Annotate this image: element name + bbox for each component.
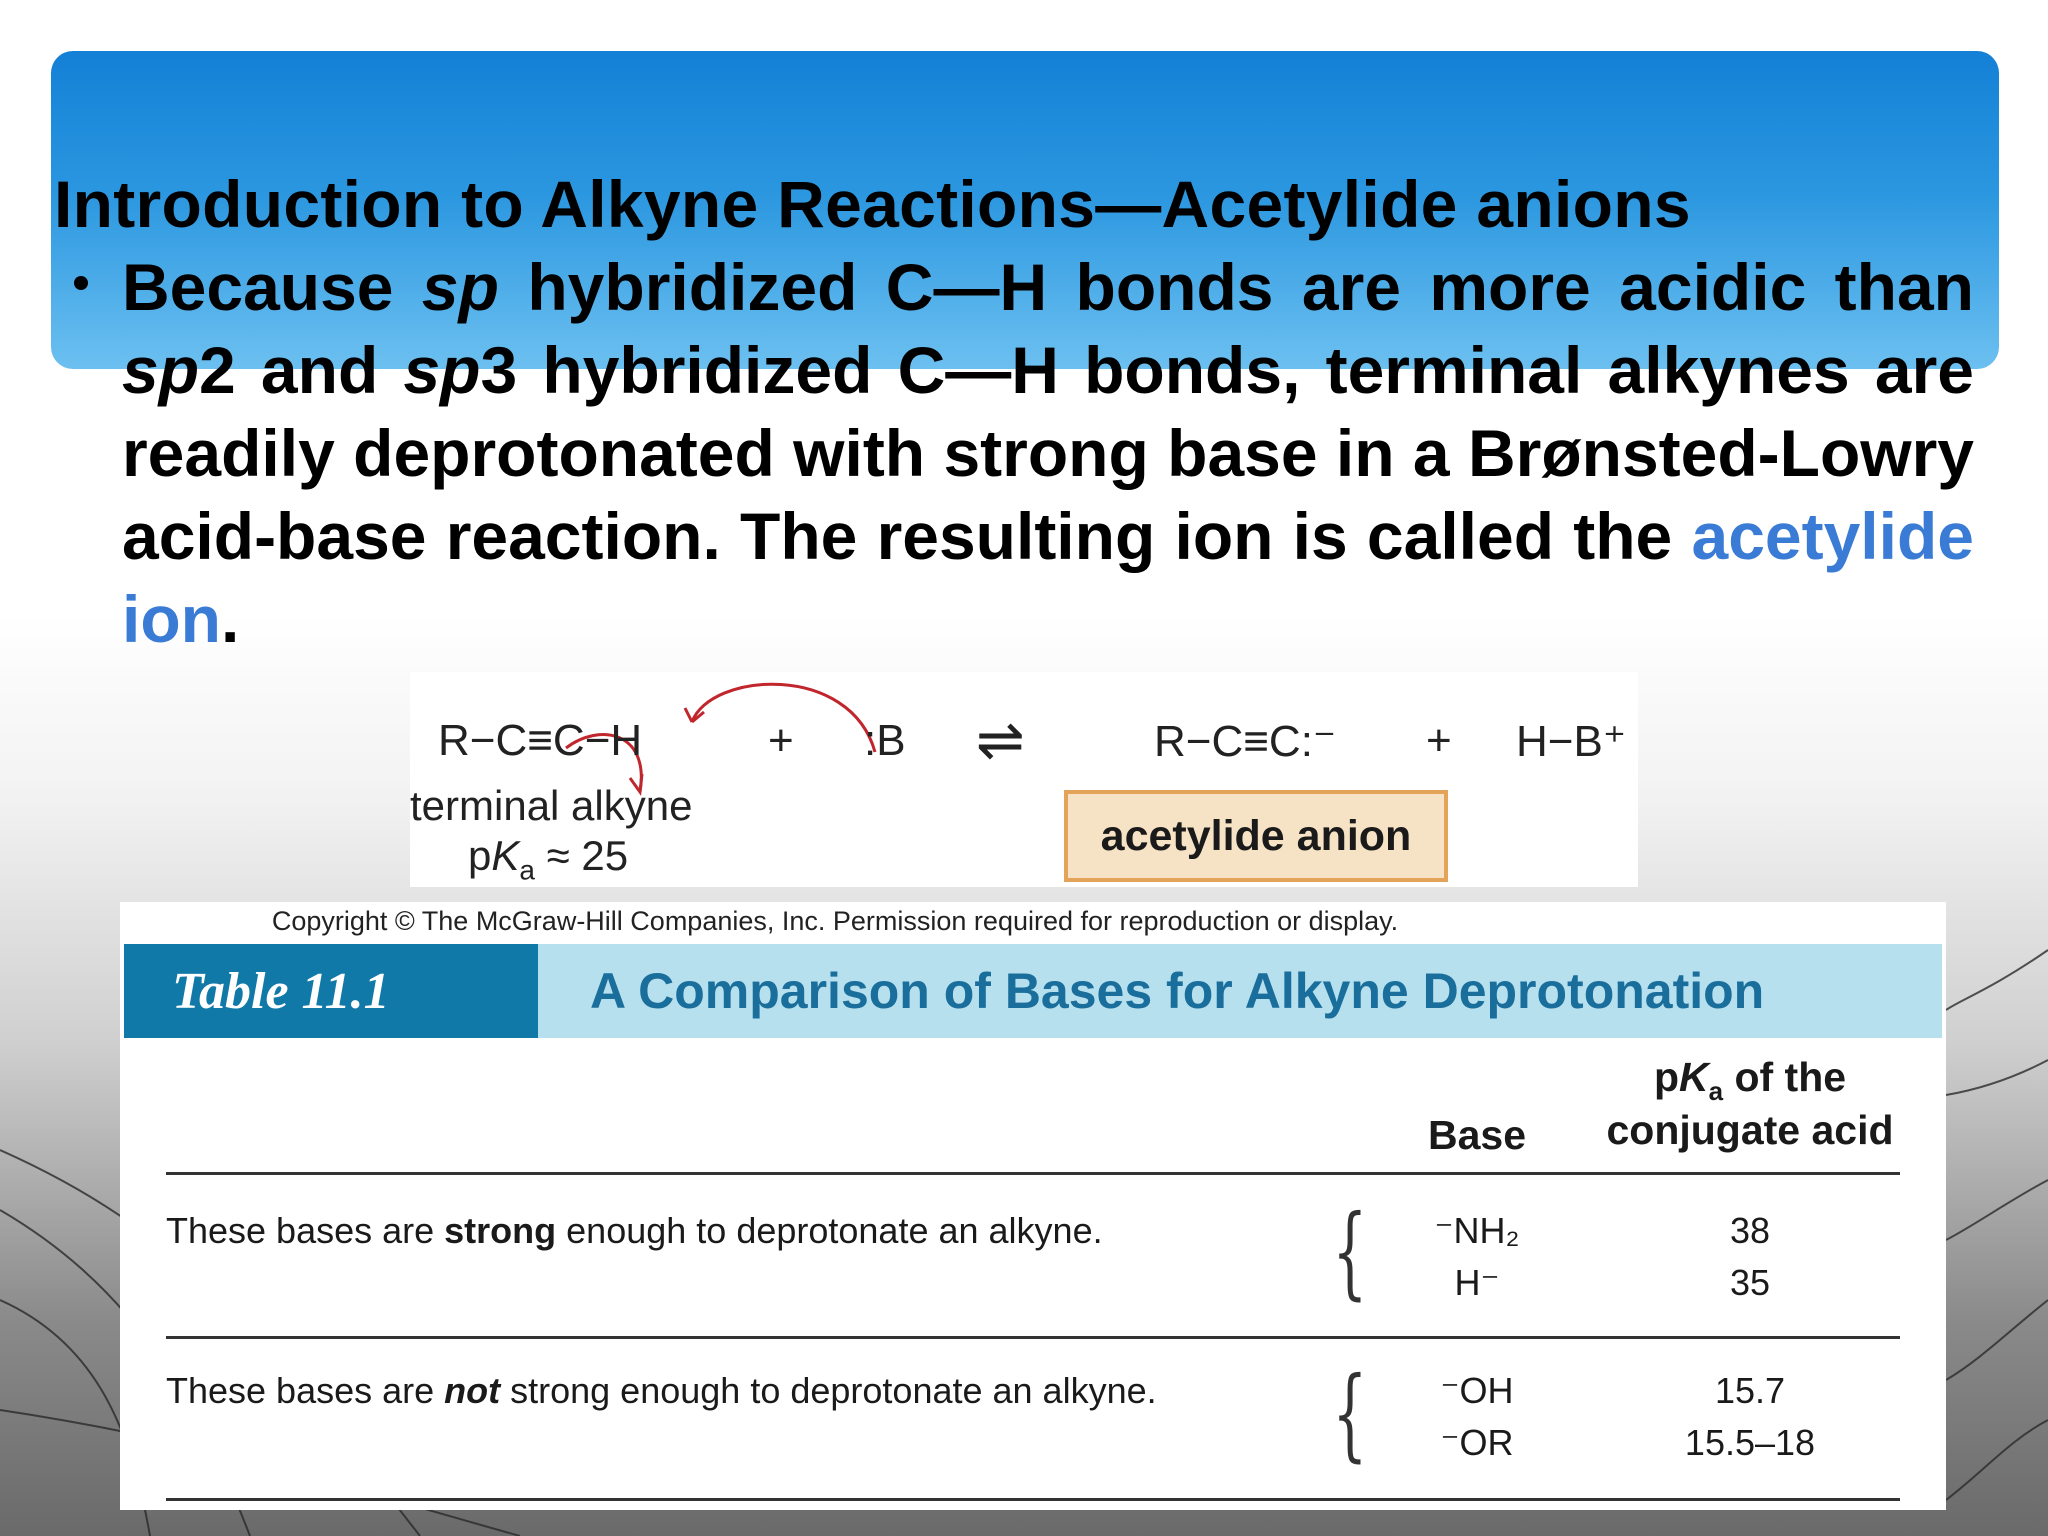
bullet-text [122,246,1974,661]
weak-bases-description: These bases are not strong enough to deprotonate an alkyne. [166,1370,1157,1411]
acetylide-anion-label: acetylide anion [1064,790,1448,882]
terminal-alkyne-label: terminal alkyne [410,782,693,829]
bullet-text-run: . [220,582,240,656]
base-cell: ⁻OR [1440,1422,1514,1463]
base-formula: :B [864,716,906,765]
left-brace-icon: { [1332,1355,1368,1472]
pka-label: $pK_a \approx 25$ [468,832,629,886]
bullet-icon [74,276,88,290]
plus-sign: + [768,716,794,765]
reaction-scheme [410,672,1638,887]
acetylide-ion-term: acetylide ion [122,499,1974,656]
column-header-base: Base [1427,1112,1526,1158]
pka-cell: 15.5–18 [1684,1422,1816,1463]
bullet-text-run: 2 and [199,333,404,407]
table-header-bar [124,944,1942,1038]
copyright-notice: Copyright © The McGraw-Hill Companies, Inc. Permission required for reproduction or display. [271,906,1399,936]
column-header-pka: $pK_a$ of the conjugate acid [1606,1054,1894,1154]
bullet-text-run: hybridized C—H bonds are more acidic than [498,250,1974,324]
pka-cell: 35 [1729,1262,1771,1303]
bullet-text-run: 3 hybridized C—H bonds, terminal alkynes are readily deprotonated with strong base in a Brønsted-Lowry acid-base reaction. The resulting ion is called the [122,333,1975,573]
table-bottom-rule [166,1498,1900,1501]
base-cell: H⁻ [1454,1262,1500,1303]
table-title: A Comparison of Bases for Alkyne Deprotonation [590,963,1765,1019]
bullet-text-run: sp [403,333,481,407]
equilibrium-arrow: ⇌ [976,708,1025,773]
slide-title: Introduction to Alkyne Reactions—Acetylide anions [54,167,1691,241]
table-number: Table 11.1 [124,944,538,1038]
pka-cell: 38 [1729,1210,1771,1251]
reactant-formula: R−C≡C−H [438,716,643,765]
header-rule [166,1172,1900,1175]
conjugate-acid-formula: H−B⁺ [1516,717,1627,766]
group-divider-rule [166,1336,1900,1339]
strong-bases-description: These bases are strong enough to deprotonate an alkyne. [166,1210,1103,1251]
base-cell: ⁻OH [1440,1370,1514,1411]
plus-sign-2: + [1426,716,1452,765]
bullet-text-run: sp [122,333,200,407]
product-formula: R−C≡C:⁻ [1154,717,1337,766]
bullet-text-run: Because [122,250,422,324]
left-brace-icon: { [1332,1193,1368,1310]
base-cell: ⁻NH₂ [1434,1210,1520,1251]
table-11-1 [120,902,1946,1510]
pka-cell: 15.7 [1714,1370,1786,1411]
bullet-text-run: sp [421,250,499,324]
